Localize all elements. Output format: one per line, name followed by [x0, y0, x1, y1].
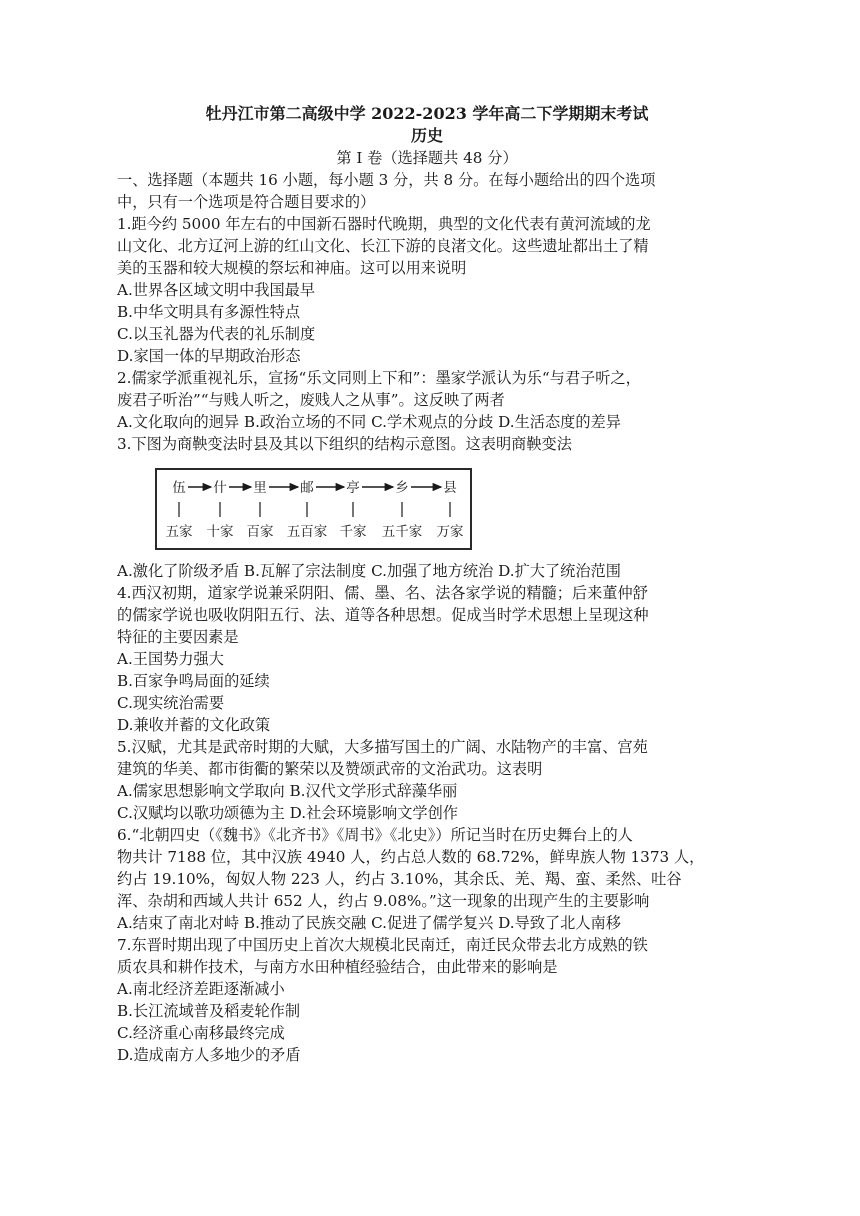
structure-diagram-area	[117, 455, 737, 560]
option-d: D.家国一体的早期政治形态	[117, 347, 301, 365]
question-3	[117, 433, 737, 582]
volume-heading: 第 I 卷（选择题共 48 分）	[336, 149, 518, 167]
option-c: C.现实统治需要	[117, 694, 225, 712]
diagram-household-label: 万家	[436, 524, 464, 540]
diagram-unit-label: 邮	[300, 480, 314, 496]
question-text: 物共计 7188 位，其中汉族 4940 人，约占总人数的 68.72%，鲜卑族人物 1373 人，	[117, 848, 705, 866]
diagram-unit-label: 乡	[395, 480, 409, 496]
section-heading: 一、选择题（本题共 16 小题，每小题 3 分，共 8 分。在每小题给出的四个选项	[117, 171, 656, 189]
question-text: 7.东晋时期出现了中国历史上首次大规模北民南迁，南迁民众带去北方成熟的铁	[117, 936, 648, 954]
question-text: 5.汉赋，尤其是武帝时期的大赋，大多描写国土的广阔、水陆物产的丰富、宫苑	[117, 738, 648, 756]
option-b: B.百家争鸣局面的延续	[117, 672, 270, 690]
question-text: 质农具和耕作技术，与南方水田种植经验结合，由此带来的影响是	[117, 958, 558, 976]
diagram-unit-label: 里	[253, 480, 267, 496]
diagram-unit-label: 亭	[346, 480, 360, 496]
question-text: 3.下图为商鞅变法时县及其以下组织的结构示意图。这表明商鞅变法	[117, 435, 572, 453]
diagram-household-label: 千家	[339, 524, 367, 540]
question-text: 美的玉器和较大规模的祭坛和神庙。这可以用来说明	[117, 259, 467, 277]
option-c: C.以玉礼器为代表的礼乐制度	[117, 325, 316, 343]
question-text: 4.西汉初期，道家学说兼采阴阳、儒、墨、名、法各家学说的精髓；后来董仲舒	[117, 584, 648, 602]
option-a: A.王国势力强大	[117, 650, 224, 668]
question-text: 建筑的华美、都市街衢的繁荣以及赞颂武帝的文治武功。这表明	[117, 760, 543, 778]
question-7	[117, 934, 737, 1066]
question-text: 特征的主要因素是	[117, 628, 239, 646]
subject-heading: 历史	[410, 126, 443, 145]
option-b: B.长江流域普及稻麦轮作制	[117, 1002, 301, 1020]
question-text: 浑、杂胡和西域人共计 652 人，约占 9.08%。”这一现象的出现产生的主要影响	[117, 892, 650, 910]
structure-diagram-svg	[157, 470, 470, 548]
diagram-household-label: 十家	[206, 524, 234, 540]
option-d: D.兼收并蓄的文化政策	[117, 716, 271, 734]
question-text: 山文化、北方辽河上游的红山文化、长江下游的良渚文化。这些遗址都出土了精	[117, 237, 649, 255]
question-4	[117, 582, 737, 736]
option-c: C.经济重心南移最终完成	[117, 1024, 285, 1042]
question-text: 废君子听治”“与贱人听之，废贱人之从事”。这反映了两者	[117, 391, 505, 409]
options-line: A.儒家思想影响文学取向 B.汉代文学形式辞藻华丽	[117, 782, 458, 800]
question-5	[117, 736, 737, 824]
question-text: 的儒家学说也吸收阴阳五行、法、道等各种思想。促成当时学术思想上呈现这种	[117, 606, 649, 624]
diagram-unit-label: 什	[213, 480, 227, 496]
option-a: A.南北经济差距逐渐减小	[117, 980, 285, 998]
question-2	[117, 367, 737, 433]
question-text: 6.“北朝四史（《魏书》《北齐书》《周书》《北史》）所记当时在历史舞台上的人	[117, 826, 633, 844]
diagram-household-label: 五家	[165, 524, 193, 540]
option-a: A.世界各区域文明中我国最早	[117, 281, 316, 299]
question-1	[117, 213, 737, 367]
diagram-unit-label: 县	[443, 480, 457, 496]
section-heading: 中，只有一个选项是符合题目要求的）	[117, 193, 376, 211]
options-line: A.文化取向的迥异 B.政治立场的不同 C.学术观点的分歧 D.生活态度的差异	[117, 413, 621, 431]
question-text: 1.距今约 5000 年左右的中国新石器时代晚期，典型的文化代表有黄河流域的龙	[117, 215, 651, 233]
option-d: D.造成南方人多地少的矛盾	[117, 1046, 301, 1064]
options-line: C.汉赋均以歌功颂德为主 D.社会环境影响文学创作	[117, 804, 458, 822]
diagram-unit-label: 伍	[172, 480, 186, 496]
structure-diagram	[155, 468, 472, 550]
diagram-household-label: 百家	[246, 524, 274, 540]
options-line: A.激化了阶级矛盾 B.瓦解了宗法制度 C.加强了地方统治 D.扩大了统治范围	[117, 562, 621, 580]
question-text: 约占 19.10%，匈奴人物 223 人，约占 3.10%，其余氐、羌、羯、蛮、柔然、吐谷	[117, 870, 682, 888]
question-text: 2.儒家学派重视礼乐，宣扬“乐文同则上下和”：墨家学派认为乐“与君子听之，	[117, 369, 641, 387]
question-6	[117, 824, 737, 934]
diagram-household-label: 五百家	[286, 524, 328, 540]
exam-title: 牡丹江市第二高级中学 2022-2023 学年高二下学期期末考试	[205, 104, 649, 123]
exam-page	[117, 103, 737, 1066]
diagram-household-label: 五千家	[381, 524, 423, 540]
options-line: A.结束了南北对峙 B.推动了民族交融 C.促进了儒学复兴 D.导致了北人南移	[117, 914, 621, 932]
option-b: B.中华文明具有多源性特点	[117, 303, 301, 321]
